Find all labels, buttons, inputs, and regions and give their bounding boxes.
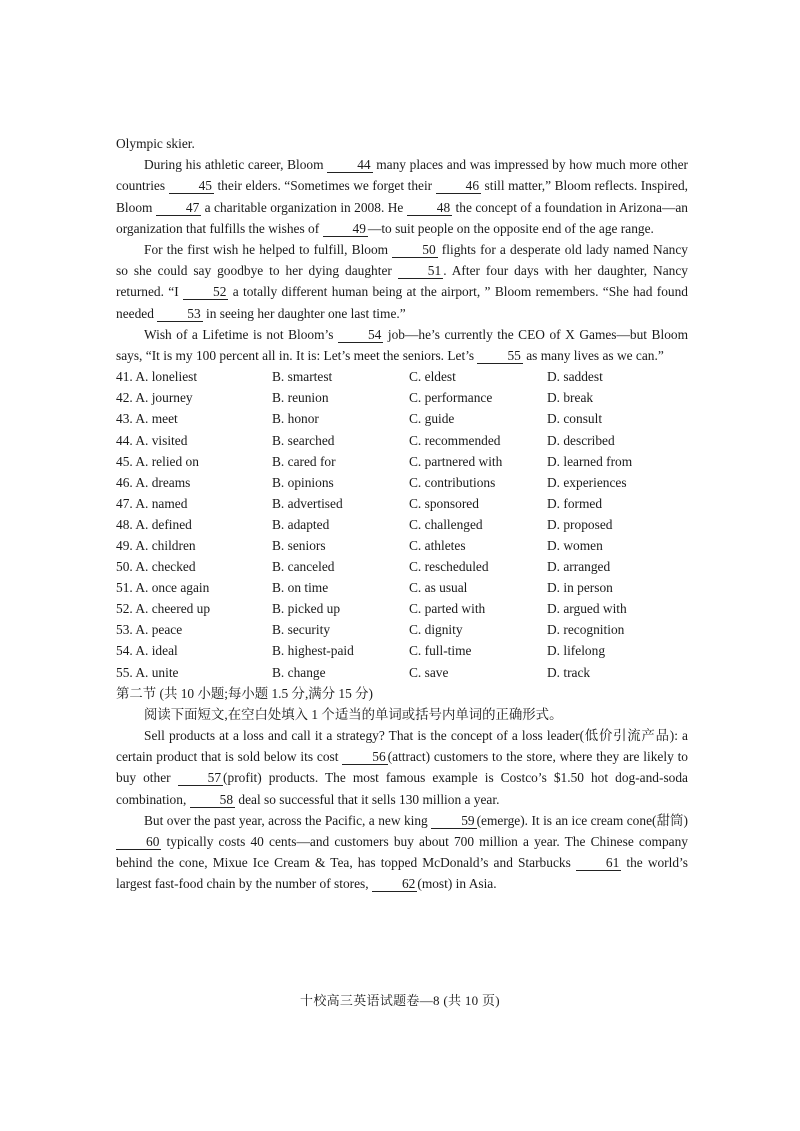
option-c[interactable]: C. full-time [409, 643, 472, 659]
option-c[interactable]: C. parted with [409, 601, 486, 617]
option-d[interactable]: D. experiences [547, 474, 627, 490]
option-row [116, 451, 688, 472]
option-d[interactable]: D. argued with [547, 601, 627, 617]
option-row [116, 430, 688, 451]
option-row [116, 556, 688, 577]
option-row [116, 535, 688, 556]
option-d[interactable]: D. arranged [547, 559, 611, 575]
option-c[interactable]: C. dignity [409, 622, 463, 638]
option-d[interactable]: D. learned from [547, 453, 633, 469]
option-c[interactable]: C. eldest [409, 369, 456, 385]
blank-58[interactable]: 58 [190, 793, 235, 808]
option-a[interactable]: 55. A. unite [116, 664, 179, 680]
option-row [116, 472, 688, 493]
option-a[interactable]: 54. A. ideal [116, 643, 178, 659]
text: as many lives as we can.” [522, 348, 664, 364]
blank-46[interactable]: 46 [436, 179, 481, 194]
text: deal so successful that it sells 130 million a year. [235, 791, 500, 807]
option-b[interactable]: B. adapted [272, 516, 330, 532]
option-d[interactable]: D. described [547, 432, 615, 448]
option-c[interactable]: C. contributions [409, 474, 496, 490]
option-d[interactable]: D. consult [547, 411, 603, 427]
option-b[interactable]: B. searched [272, 432, 335, 448]
text: . After four days with her daughter, Nancy returned. “I [116, 263, 688, 300]
option-d[interactable]: D. proposed [547, 516, 613, 532]
option-b[interactable]: B. on time [272, 580, 329, 596]
page-content [116, 133, 688, 895]
blank-44[interactable]: 44 [327, 158, 372, 173]
option-a[interactable]: 46. A. dreams [116, 474, 191, 490]
options-list [116, 366, 688, 682]
text: their elders. “Sometimes we forget their [213, 178, 436, 194]
text: For the first wish he helped to fulfill, Bloom [144, 242, 393, 258]
option-b[interactable]: B. change [272, 664, 326, 680]
option-row [116, 577, 688, 598]
option-c[interactable]: C. challenged [409, 516, 483, 532]
text: a totally different human being at the airport, ” Bloom remembers. “She had found needed [116, 284, 689, 321]
blank-52[interactable]: 52 [183, 285, 228, 300]
text: (emerge). It is an ice cream cone(甜筒) [476, 812, 688, 828]
option-b[interactable]: B. reunion [272, 390, 329, 406]
text: Sell products at a loss and call it a strategy? That is the concept of a loss leader(低价引流产品): a certain product that is sold below its cost [116, 728, 688, 765]
option-b[interactable]: B. cared for [272, 453, 336, 469]
option-d[interactable]: D. formed [547, 495, 603, 511]
option-row [116, 366, 688, 387]
option-row [116, 640, 688, 661]
text: the world’s largest fast-food chain by the number of stores, [116, 855, 688, 892]
option-a[interactable]: 47. A. named [116, 495, 188, 511]
option-c[interactable]: C. recommended [409, 432, 501, 448]
text: Olympic skier. [116, 136, 195, 151]
option-a[interactable]: 45. A. relied on [116, 453, 199, 469]
passage1-paragraph2 [116, 239, 688, 324]
text: —to suit people on the opposite end of the age range. [367, 220, 654, 236]
blank-49[interactable]: 49 [323, 222, 368, 237]
passage1-paragraph1 [116, 154, 688, 239]
option-a[interactable]: 48. A. defined [116, 516, 192, 532]
text: the concept of a foundation in Arizona—an organization that fulfills the wishes of [116, 199, 688, 236]
blank-59[interactable]: 59 [431, 814, 476, 829]
text: Wish of a Lifetime is not Bloom’s [144, 326, 338, 342]
option-a[interactable]: 44. A. visited [116, 432, 188, 448]
text: job—he’s currently the CEO of X Games—but Bloom says, “It is my 100 percent all in. It is: Let’s meet the seniors. Let’s [116, 326, 688, 364]
option-d[interactable]: D. recognition [547, 622, 625, 638]
blank-45[interactable]: 45 [169, 179, 214, 194]
passage2-paragraph2 [116, 810, 688, 895]
option-c[interactable]: C. athletes [409, 537, 466, 553]
option-b[interactable]: B. seniors [272, 537, 326, 553]
option-c[interactable]: C. performance [409, 390, 493, 406]
option-a[interactable]: 43. A. meet [116, 411, 178, 427]
blank-56[interactable]: 56 [342, 750, 387, 765]
text: in seeing her daughter one last time.” [202, 305, 406, 321]
option-row [116, 598, 688, 619]
blank-60[interactable]: 60 [116, 835, 161, 850]
option-b[interactable]: B. opinions [272, 474, 334, 490]
text: typically costs 40 cents—and customers buy about 700 million a year. The Chinese company behind the cone, Mixue Ice Cream & Tea, has topped McDonald’s and Starbucks [116, 834, 688, 871]
option-row [116, 514, 688, 535]
text: During his athletic career, Bloom [144, 157, 328, 173]
blank-48[interactable]: 48 [407, 201, 452, 216]
section2-title: 第二节 (共 10 小题;每小题 1.5 分,满分 15 分) [116, 685, 374, 701]
option-d[interactable]: D. in person [547, 580, 613, 596]
option-b[interactable]: B. security [272, 622, 331, 638]
option-c[interactable]: C. partnered with [409, 453, 503, 469]
blank-50[interactable]: 50 [392, 243, 437, 258]
blank-61[interactable]: 61 [576, 856, 621, 871]
option-row [116, 662, 688, 683]
text: But over the past year, across the Pacific, a new king [144, 812, 432, 828]
blank-57[interactable]: 57 [178, 771, 223, 786]
option-b[interactable]: B. advertised [272, 495, 343, 511]
option-c[interactable]: C. save [409, 664, 449, 680]
blank-47[interactable]: 47 [156, 201, 201, 216]
option-b[interactable]: B. smartest [272, 369, 333, 385]
blank-51[interactable]: 51 [398, 264, 443, 279]
option-row [116, 387, 688, 408]
text: many places and was impressed by how much more other countries [116, 157, 689, 194]
option-row [116, 619, 688, 640]
option-b[interactable]: B. highest-paid [272, 643, 354, 659]
text: still matter,” Bloom reflects. Inspired, Bloom [116, 178, 688, 215]
option-d[interactable]: D. saddest [547, 369, 603, 385]
option-a[interactable]: 52. A. cheered up [116, 601, 211, 617]
option-c[interactable]: C. rescheduled [409, 559, 489, 575]
passage1-line0 [116, 133, 688, 154]
option-c[interactable]: C. guide [409, 411, 455, 427]
option-c[interactable]: C. sponsored [409, 495, 479, 511]
option-b[interactable]: B. canceled [272, 559, 335, 575]
option-d[interactable]: D. women [547, 537, 603, 553]
option-a[interactable]: 41. A. loneliest [116, 369, 198, 385]
blank-53[interactable]: 53 [157, 307, 202, 322]
option-a[interactable]: 51. A. once again [116, 580, 210, 596]
text: flights for a desperate old lady named Nancy so she could say goodbye to her dying daughter [116, 242, 688, 279]
option-a[interactable]: 53. A. peace [116, 622, 183, 638]
passage2-paragraph1 [116, 725, 688, 810]
passage1-paragraph3 [116, 324, 688, 366]
option-a[interactable]: 50. A. checked [116, 559, 196, 575]
option-d[interactable]: D. lifelong [547, 643, 606, 659]
blank-54[interactable]: 54 [338, 328, 383, 343]
section2-instruction: 阅读下面短文,在空白处填入 1 个适当的单词或括号内单词的正确形式。 [144, 706, 563, 722]
page-footer: 十校高三英语试题卷—8 (共 10 页) [300, 993, 500, 1008]
option-row [116, 408, 688, 429]
option-b[interactable]: B. picked up [272, 601, 341, 617]
option-c[interactable]: C. as usual [409, 580, 468, 596]
option-b[interactable]: B. honor [272, 411, 319, 427]
option-row [116, 493, 688, 514]
blank-62[interactable]: 62 [372, 877, 417, 892]
text: (profit) products. The most famous example is Costco’s $1.50 hot dog-and-soda combination, [116, 770, 689, 807]
option-a[interactable]: 42. A. journey [116, 390, 193, 406]
blank-55[interactable]: 55 [477, 349, 522, 364]
option-d[interactable]: D. break [547, 390, 594, 406]
option-a[interactable]: 49. A. children [116, 537, 196, 553]
text: (most) in Asia. [417, 876, 497, 892]
option-d[interactable]: D. track [547, 664, 591, 680]
text: (attract) customers to the store, where they are likely to buy other [116, 749, 689, 786]
text: a charitable organization in 2008. He [201, 199, 407, 215]
